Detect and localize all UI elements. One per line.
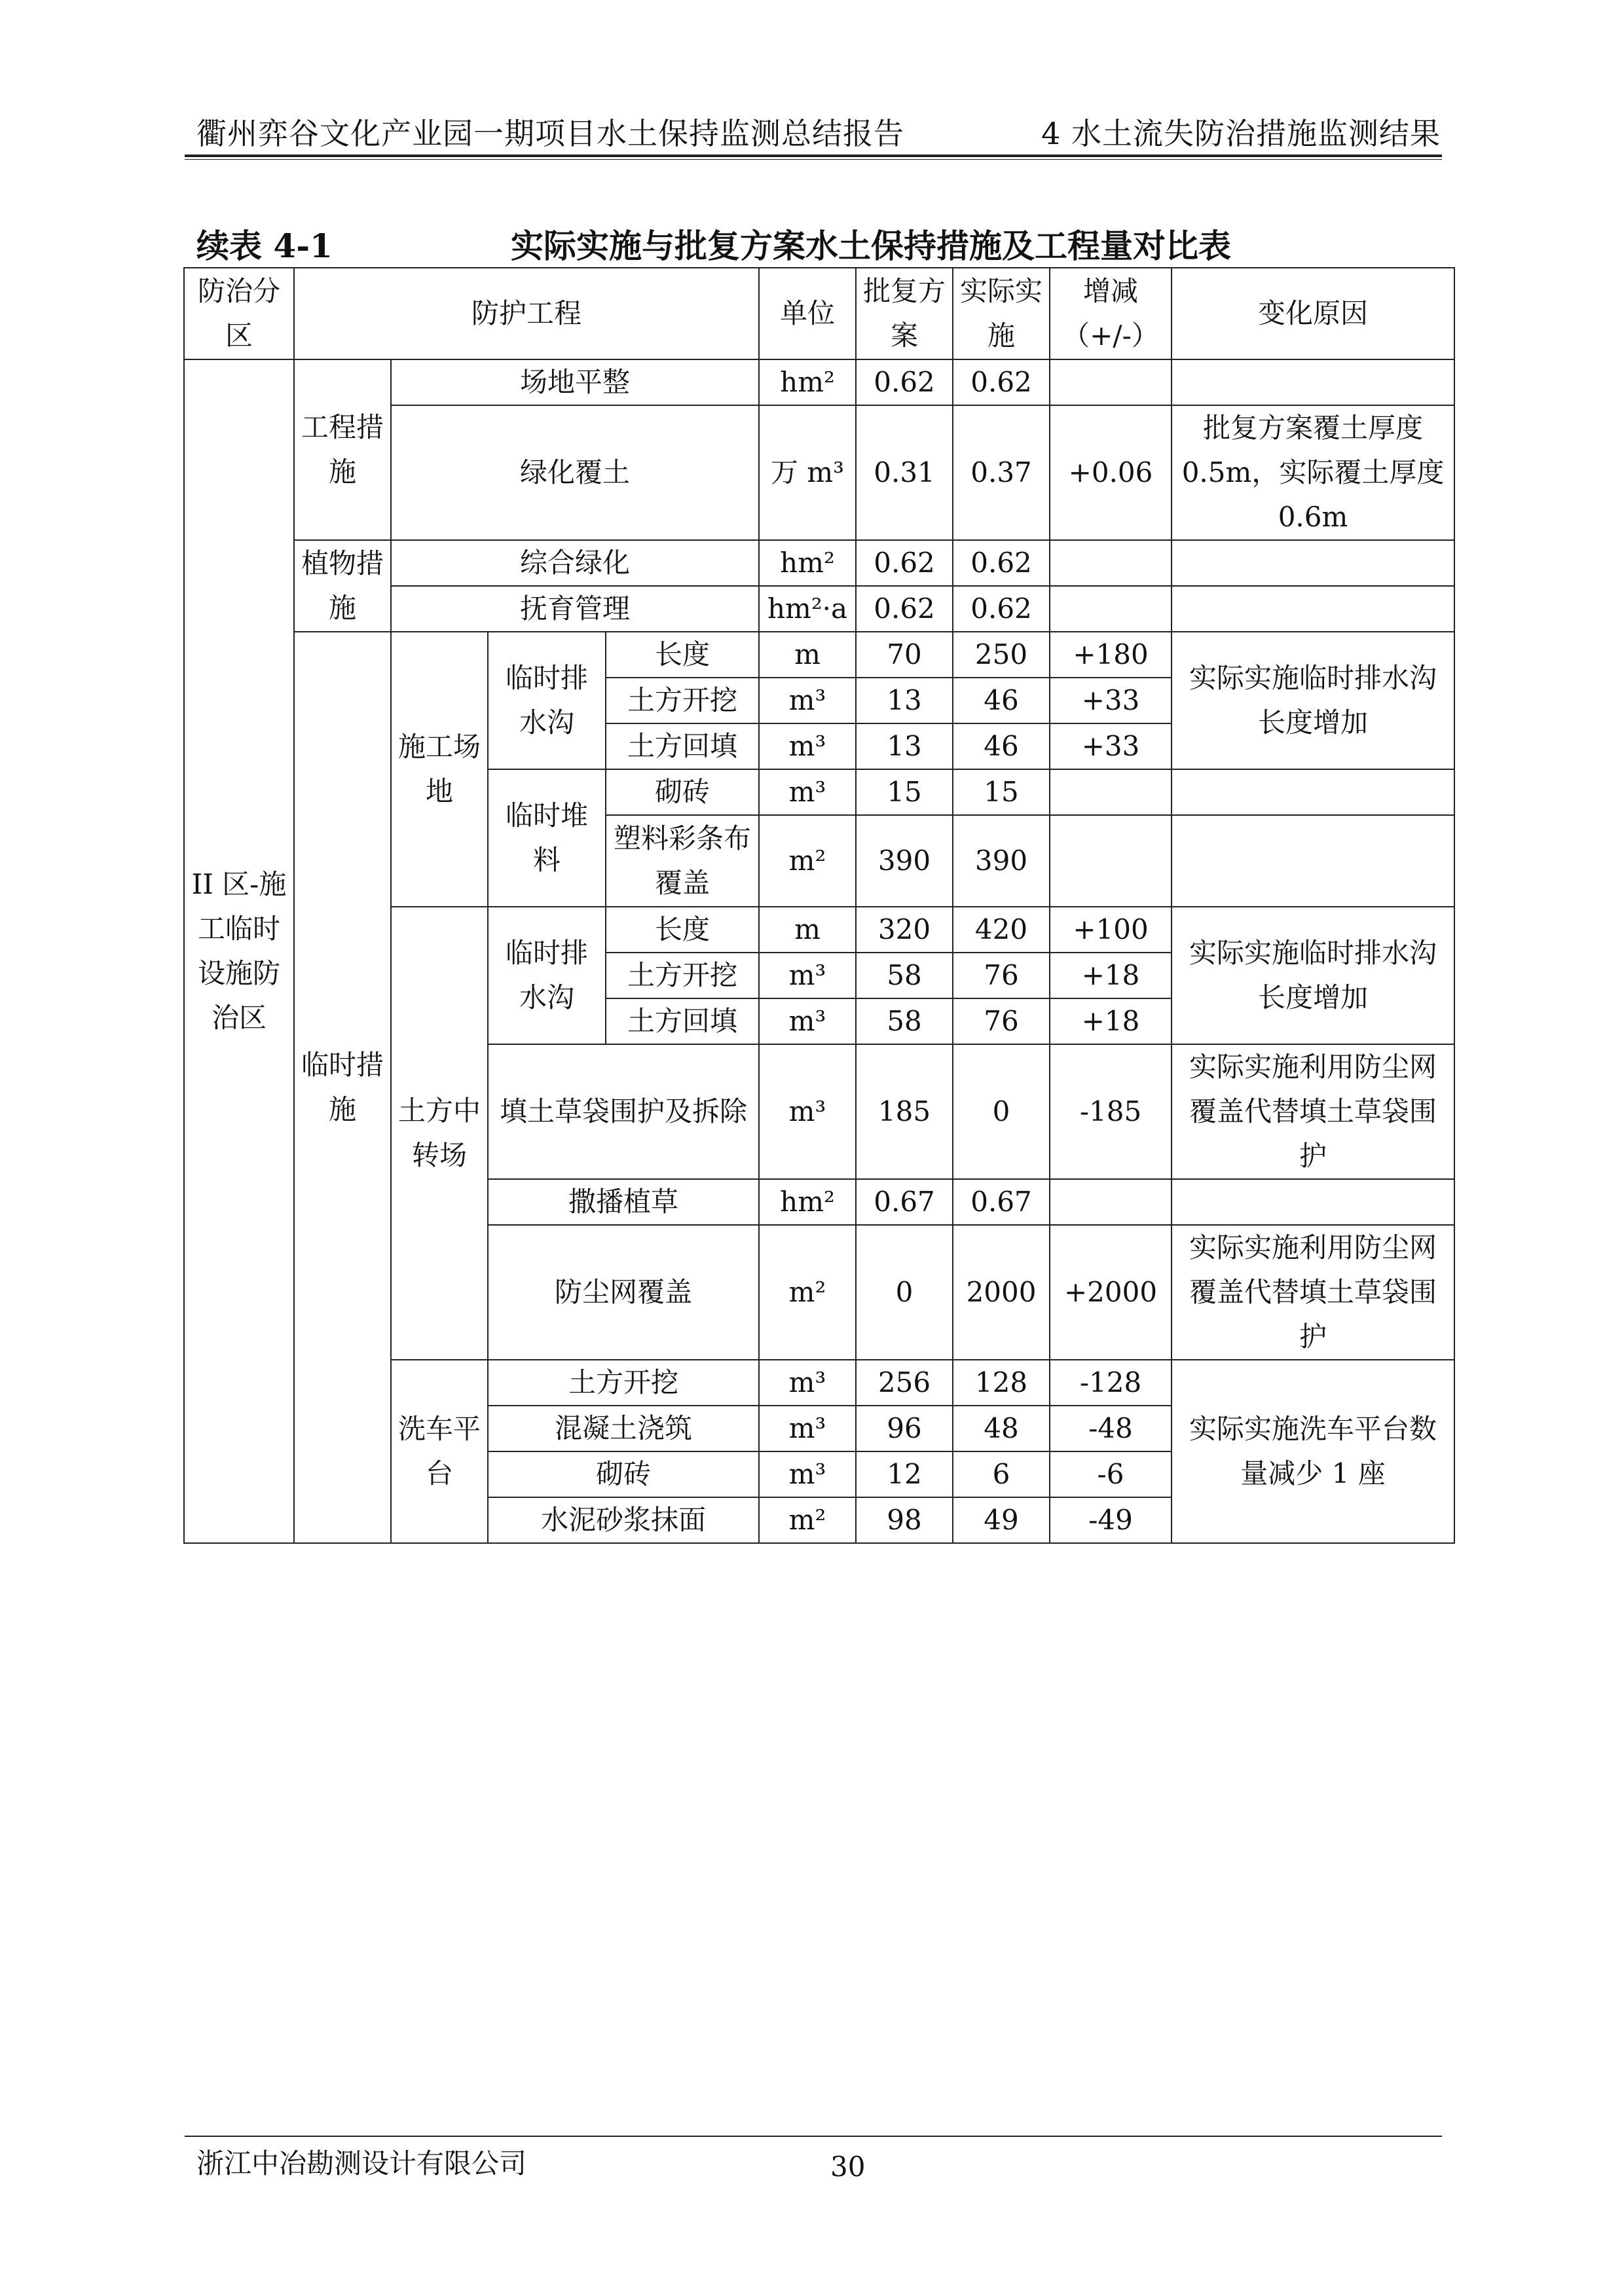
unit-cell: hm² [759,359,856,405]
approved-cell: 0.31 [856,405,953,540]
subgroup-temp-stockpile: 临时堆料 [488,769,606,907]
item-cell: 土方开挖 [488,1360,759,1406]
unit-cell: m³ [759,953,856,998]
actual-cell: 0.67 [953,1179,1050,1225]
header-project: 防护工程 [294,268,759,359]
change-cell: +18 [1050,998,1172,1044]
item-cell: 砌砖 [606,769,759,815]
change-cell [1050,815,1172,907]
change-cell: +33 [1050,723,1172,769]
unit-cell: m³ [759,723,856,769]
subgroup-temp-ditch: 临时排水沟 [488,907,606,1044]
item-cell: 土方开挖 [606,678,759,723]
reason-cell: 实际实施洗车平台数量减少 1 座 [1172,1360,1454,1543]
change-cell [1050,769,1172,815]
actual-cell: 0.62 [953,359,1050,405]
change-cell: +18 [1050,953,1172,998]
approved-cell: 320 [856,907,953,953]
zone-cell: II 区-施工临时设施防治区 [184,359,294,1543]
unit-cell: m³ [759,678,856,723]
approved-cell: 0.67 [856,1179,953,1225]
unit-cell: m² [759,1497,856,1543]
actual-cell: 250 [953,632,1050,678]
item-cell: 长度 [606,907,759,953]
item-cell: 长度 [606,632,759,678]
change-cell [1050,540,1172,586]
item-cell: 混凝土浇筑 [488,1406,759,1451]
unit-cell: m³ [759,1360,856,1406]
actual-cell: 15 [953,769,1050,815]
reason-cell: 实际实施利用防尘网覆盖代替填土草袋围护 [1172,1225,1454,1360]
actual-cell: 6 [953,1451,1050,1497]
approved-cell: 12 [856,1451,953,1497]
reason-cell [1172,586,1454,632]
subgroup-transfer-yard: 土方中转场 [391,907,488,1360]
approved-cell: 256 [856,1360,953,1406]
group-temporary: 临时措施 [294,632,391,1543]
header-unit: 单位 [759,268,856,359]
change-cell: +100 [1050,907,1172,953]
reason-cell [1172,1179,1454,1225]
change-cell: -185 [1050,1044,1172,1179]
item-cell: 土方开挖 [606,953,759,998]
approved-cell: 98 [856,1497,953,1543]
page-number: 30 [830,2151,866,2183]
table-row [184,632,1454,678]
actual-cell: 46 [953,678,1050,723]
unit-cell: m³ [759,769,856,815]
table-row [184,359,1454,405]
unit-cell: m³ [759,1044,856,1179]
actual-cell: 48 [953,1406,1050,1451]
header-section: 4 水土流失防治措施监测结果 [1041,116,1441,151]
approved-cell: 0.62 [856,359,953,405]
unit-cell: m [759,632,856,678]
subgroup-car-wash: 洗车平台 [391,1360,488,1543]
approved-cell: 58 [856,953,953,998]
item-cell: 土方回填 [606,723,759,769]
unit-cell: m² [759,1225,856,1360]
unit-cell: m² [759,815,856,907]
actual-cell: 0.62 [953,586,1050,632]
approved-cell: 185 [856,1044,953,1179]
approved-cell: 390 [856,815,953,907]
group-plant: 植物措施 [294,540,391,632]
table-title: 实际实施与批复方案水土保持措施及工程量对比表 [511,227,1231,265]
item-cell: 撒播植草 [488,1179,759,1225]
unit-cell: m³ [759,1406,856,1451]
group-engineering: 工程措施 [294,359,391,540]
header-actual: 实际实施 [953,268,1050,359]
actual-cell: 420 [953,907,1050,953]
item-cell: 绿化覆土 [391,405,759,540]
footer-company: 浙江中冶勘测设计有限公司 [196,2147,527,2179]
change-cell: +33 [1050,678,1172,723]
actual-cell: 49 [953,1497,1050,1543]
item-cell: 填土草袋围护及拆除 [488,1044,759,1179]
header-reason: 变化原因 [1172,268,1454,359]
item-cell: 塑料彩条布覆盖 [606,815,759,907]
actual-cell: 76 [953,953,1050,998]
footer-rule [185,2136,1442,2137]
actual-cell: 0 [953,1044,1050,1179]
approved-cell: 96 [856,1406,953,1451]
change-cell [1050,586,1172,632]
header-change: 增减（+/-） [1050,268,1172,359]
reason-cell [1172,540,1454,586]
approved-cell: 15 [856,769,953,815]
unit-cell: hm² [759,1179,856,1225]
unit-cell: m³ [759,1451,856,1497]
item-cell: 水泥砂浆抹面 [488,1497,759,1543]
item-cell: 综合绿化 [391,540,759,586]
reason-cell: 实际实施临时排水沟长度增加 [1172,632,1454,769]
subgroup-temp-ditch: 临时排水沟 [488,632,606,769]
item-cell: 土方回填 [606,998,759,1044]
actual-cell: 128 [953,1360,1050,1406]
approved-cell: 13 [856,723,953,769]
approved-cell: 0.62 [856,540,953,586]
reason-cell [1172,815,1454,907]
unit-cell: hm² [759,540,856,586]
item-cell: 砌砖 [488,1451,759,1497]
item-cell: 抚育管理 [391,586,759,632]
table-row [184,540,1454,586]
item-cell: 防尘网覆盖 [488,1225,759,1360]
change-cell: -128 [1050,1360,1172,1406]
reason-cell: 实际实施利用防尘网覆盖代替填土草袋围护 [1172,1044,1454,1179]
header-approved: 批复方案 [856,268,953,359]
change-cell [1050,1179,1172,1225]
unit-cell: 万 m³ [759,405,856,540]
header-rule [185,155,1442,157]
reason-cell: 批复方案覆土厚度0.5m，实际覆土厚度0.6m [1172,405,1454,540]
reason-cell: 实际实施临时排水沟长度增加 [1172,907,1454,1044]
item-cell: 场地平整 [391,359,759,405]
actual-cell: 46 [953,723,1050,769]
actual-cell: 2000 [953,1225,1050,1360]
change-cell: -49 [1050,1497,1172,1543]
header-title: 衢州弈谷文化产业园一期项目水土保持监测总结报告 [196,116,904,151]
header-zone: 防治分区 [184,268,294,359]
unit-cell: hm²·a [759,586,856,632]
actual-cell: 76 [953,998,1050,1044]
change-cell: +2000 [1050,1225,1172,1360]
unit-cell: m³ [759,998,856,1044]
change-cell: +180 [1050,632,1172,678]
subgroup-construction-site: 施工场地 [391,632,488,907]
change-cell: -48 [1050,1406,1172,1451]
change-cell [1050,359,1172,405]
actual-cell: 390 [953,815,1050,907]
approved-cell: 70 [856,632,953,678]
comparison-table [183,267,1455,1544]
unit-cell: m [759,907,856,953]
approved-cell: 13 [856,678,953,723]
change-cell: -6 [1050,1451,1172,1497]
actual-cell: 0.37 [953,405,1050,540]
table-number: 续表 4-1 [196,227,333,265]
change-cell: +0.06 [1050,405,1172,540]
table-header-row [184,268,1454,359]
reason-cell [1172,359,1454,405]
actual-cell: 0.62 [953,540,1050,586]
approved-cell: 0 [856,1225,953,1360]
approved-cell: 58 [856,998,953,1044]
header-rule-thin [185,159,1442,160]
reason-cell [1172,769,1454,815]
approved-cell: 0.62 [856,586,953,632]
